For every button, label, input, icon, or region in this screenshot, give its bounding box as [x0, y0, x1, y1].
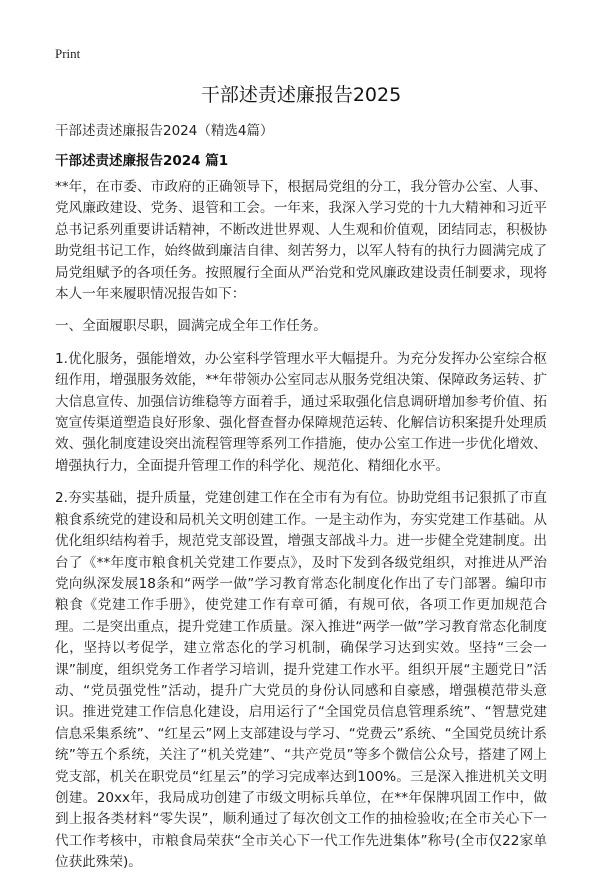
document-body	[55, 177, 547, 874]
section-heading: 干部述责述廉报告2024 篇1	[55, 153, 229, 169]
paragraph-item-1: 1.优化服务，强能增效，办公室科学管理水平大幅提升。为充分发挥办公室综合枢纽作用，增强服务效能，**年带领办公室同志从服务党组决策、保障政务运转、扩大信息宣传、加强信访维稳等方面着手，通过采取强化信息调研增加参考价值、拓宽宣传渠道塑造良好形象、强化督查督办保障规范运转、化解信访积案提升处理质效、强化制度建设突出流程管理等系列工作措施，使办公室工作进一步优化增效、增强执行力，全面提升管理工作的科学化、规范化、精细化水平。	[55, 350, 547, 474]
document-subtitle: 干部述责述廉报告2024（精选4篇）	[55, 123, 274, 139]
paragraph-section-one: 一、全面履职尽职，圆满完成全年工作任务。	[55, 318, 327, 335]
document-title: 干部述责述廉报告2025	[200, 84, 402, 106]
paragraph-item-2: 2.夯实基础，提升质量，党建创建工作在全市有为有位。协助党组书记狠抓了市直粮食系统党的建设和局机关文明创建工作。一是主动作为，夯实党建工作基础。从优化组织结构着手，规范党支部设置，增强支部战斗力。进一步健全党建制度。出台了《**年度市粮食机关党建工作要点》，及时下发到各级党组织，对推进从严治党向纵深发展18条和“两学一做”学习教育常态化制度化作出了专门部署。编印市粮食《党建工作手册》，使党建工作有章可循，有规可依，各项工作更加规范合理。二是突出重点，提升党建工作质量。深入推进“两学一做”学习教育常态化制度化，坚持以考促学，建立常态化的学习机制，确保学习达到实效。坚持“三会一课”制度，组织党务工作者学习培训，提升党建工作水平。组织开展“主题党日”活动、“党员强党性”活动，提升广大党员的身份认同感和自豪感，增强模范带头意识。推进党建工作信息化建设，启用运行了“全国党员信息管理系统”、“智慧党建信息采集系统”、“红星云”网上支部建设与学习、“党费云”系统、“全国党员统计系统”等五个系统，关注了“机关党建”、“共产党员”等多个微信公众号，搭建了网上党支部，机关在职党员“红星云”的学习完成率达到100%。三是深入推进机关文明创建。20xx年，我局成功创建了市级文明标兵单位，在**年保牌巩固工作中，做到上报各类材料“零失误”，顺利通过了每次创文工作的抽检验收;在全市关心下一代工作考核中，市粮食局荣获“全市关心下一代工作先进集体”称号(全市仅22家单位获此殊荣)。	[55, 490, 547, 871]
paragraph-intro: **年，在市委、市政府的正确领导下，根据局党组的分工，我分管办公室、人事、党风廉政建设、党务、退管和工会。一年来，我深入学习党的十九大精神和习近平总书记系列重要讲话精神，不断改进世界观、人生观和价值观，团结同志，积极协助党组书记工作，始终做到廉洁自律、刻苦努力，以军人特有的执行力圆满完成了局党组赋予的各项任务。按照履行全面从严治党和党风廉政建设责任制要求，现将本人一年来履职情况报告如下：	[55, 179, 547, 303]
print-link[interactable]: Print	[55, 46, 81, 61]
